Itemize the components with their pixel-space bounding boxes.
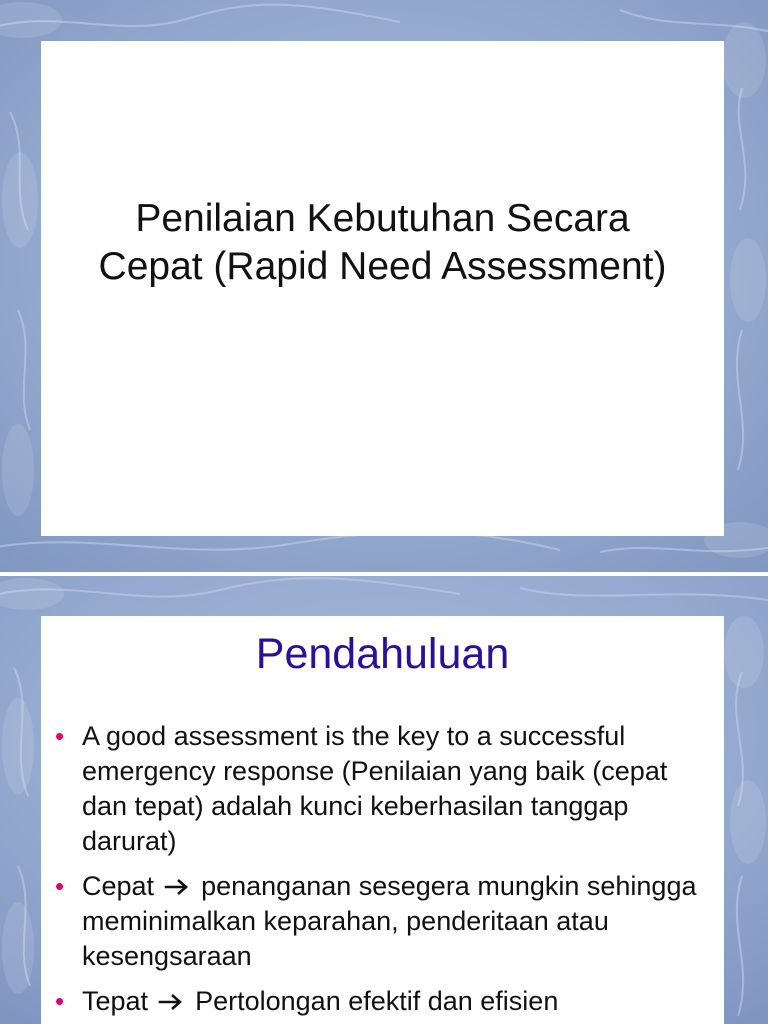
bullet-term: Tepat xyxy=(82,986,149,1016)
bullet-list xyxy=(55,719,707,1024)
slide-heading: Pendahuluan xyxy=(255,630,510,678)
right-arrow-icon xyxy=(158,992,184,1012)
content-card xyxy=(41,616,724,1024)
slide-2 xyxy=(0,576,768,1024)
presentation-title-line-1: Penilaian Kebutuhan Secara xyxy=(135,197,630,240)
presentation-title-line-2: Cepat (Rapid Need Assessment) xyxy=(98,245,667,288)
bullet-description: penanganan sesegera mungkin sehingga meminimalkan keparahan, penderitaan atau kesengsaraan xyxy=(82,871,697,971)
title-card xyxy=(41,41,724,536)
bullet-term: Cepat xyxy=(82,871,155,901)
bullet-dot: • xyxy=(55,721,65,751)
bullet-dot: • xyxy=(55,871,65,901)
bullet-dot: • xyxy=(55,986,65,1016)
bullet-text: A good assessment is the key to a successful emergency response (Penilaian yang baik (cepat dan tepat) adalah kunci keberhasilan tanggap darurat) xyxy=(82,721,668,856)
bullet-description: Pertolongan efektif dan efisien xyxy=(195,986,559,1016)
bullet-item-3 xyxy=(55,984,707,1019)
bullet-item-1 xyxy=(55,719,707,859)
bullet-item-2 xyxy=(55,869,707,974)
right-arrow-icon xyxy=(164,877,190,897)
presentation-title xyxy=(41,195,724,291)
